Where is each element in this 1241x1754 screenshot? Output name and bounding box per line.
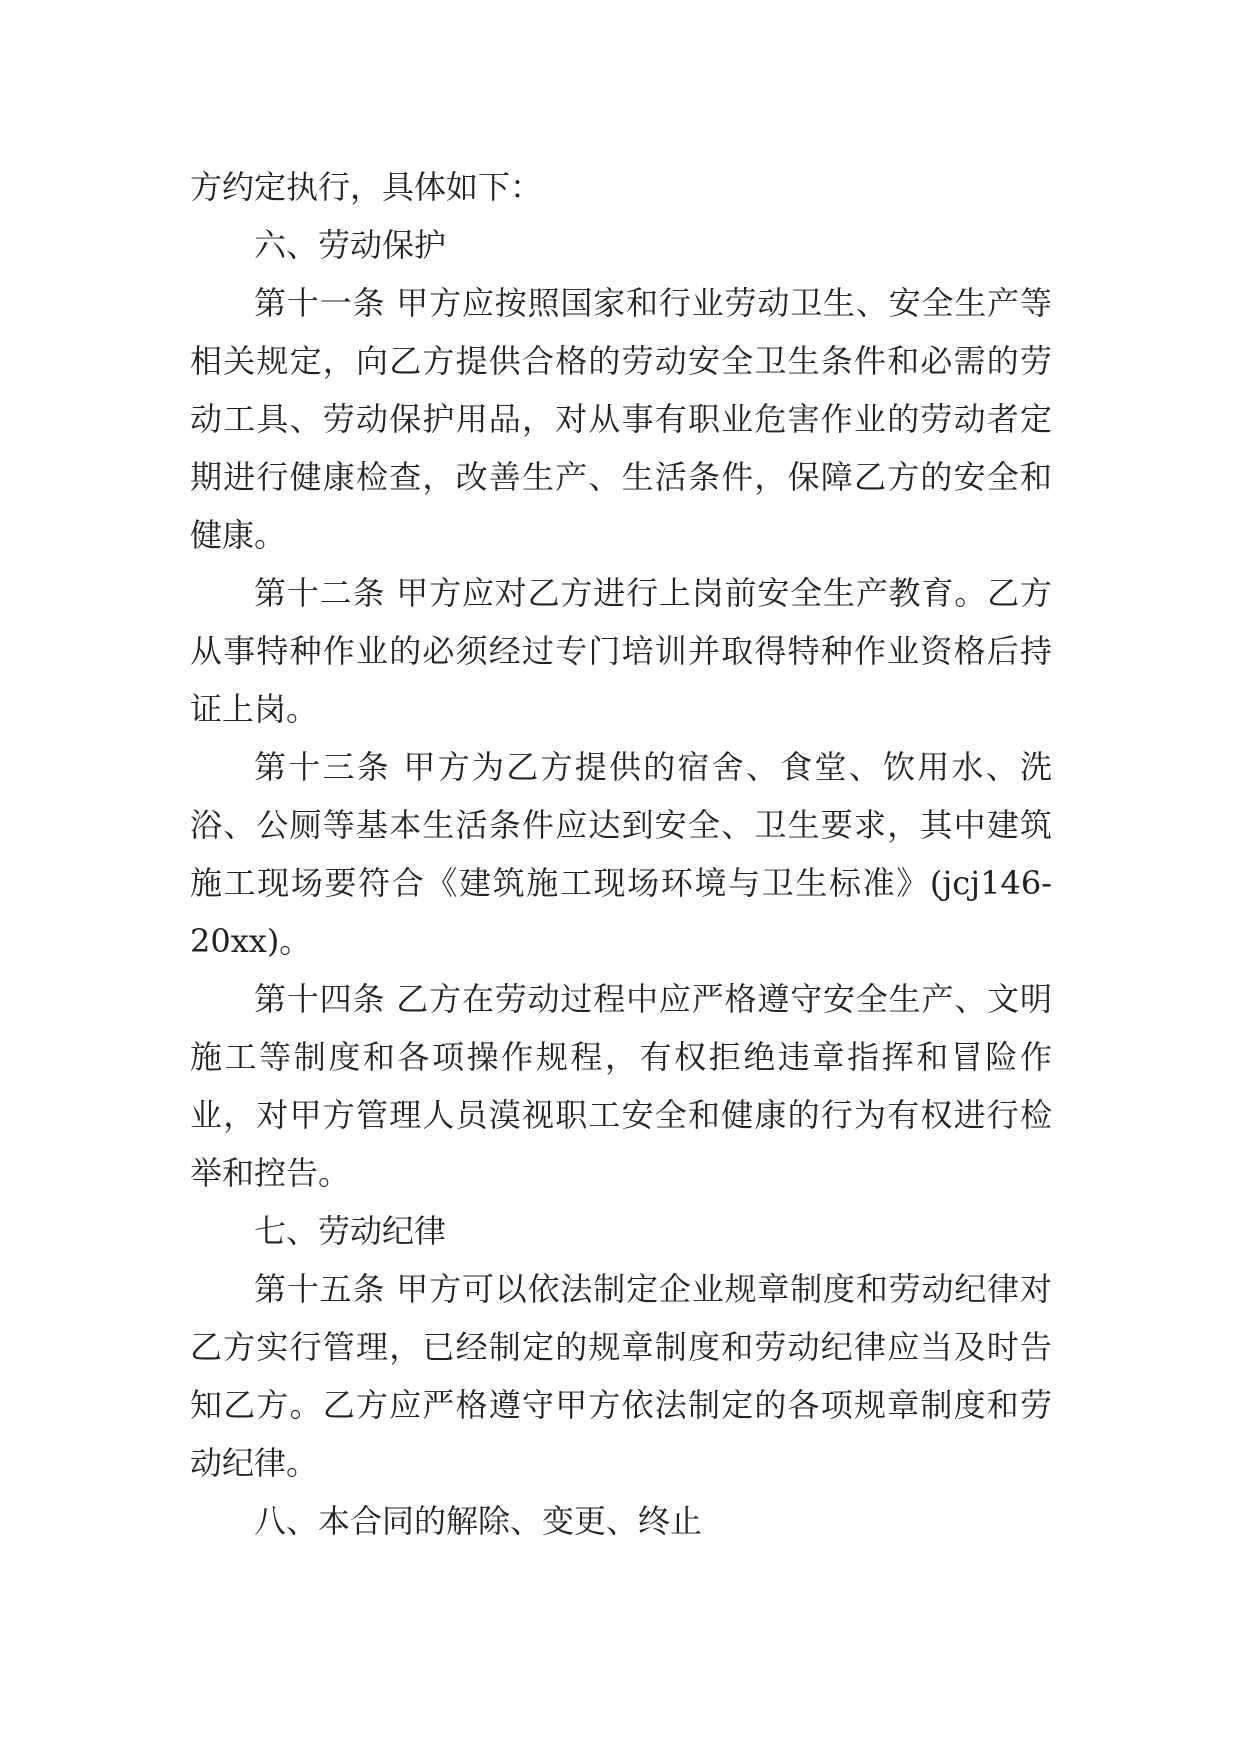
section-heading-termination: 八、本合同的解除、变更、终止 [254,1502,703,1540]
article-15: 第十五条 甲方可以依法制定企业规章制度和劳动纪律对乙方实行管理，已经制定的规章制度和劳动纪律应当及时告知乙方。乙方应严格遵守甲方依法制定的各项规章制度和劳动纪律。 [190,1270,1052,1482]
section-heading-labor-discipline: 七、劳动纪律 [254,1212,447,1250]
article-13: 第十三条 甲方为乙方提供的宿舍、食堂、饮用水、洗浴、公厕等基本生活条件应达到安全、卫生要求，其中建筑施工现场要符合《建筑施工现场环境与卫生标准》(jcj146-20xx)。 [190,748,1052,960]
article-12: 第十二条 甲方应对乙方进行上岗前安全生产教育。乙方从事特种作业的必须经过专门培训并取得特种作业资格后持证上岗。 [190,574,1052,728]
article-11: 第十一条 甲方应按照国家和行业劳动卫生、安全生产等相关规定，向乙方提供合格的劳动安全卫生条件和必需的劳动工具、劳动保护用品，对从事有职业危害作业的劳动者定期进行健康检查，改善生产、生活条件，保障乙方的安全和健康。 [190,284,1052,554]
article-14: 第十四条 乙方在劳动过程中应严格遵守安全生产、文明施工等制度和各项操作规程，有权拒绝违章指挥和冒险作业，对甲方管理人员漠视职工安全和健康的行为有权进行检举和控告。 [190,980,1052,1192]
section-heading-labor-protection: 六、劳动保护 [254,226,447,264]
paragraph-continuation: 方约定执行，具体如下： [190,168,543,206]
document-body [190,158,1052,1550]
